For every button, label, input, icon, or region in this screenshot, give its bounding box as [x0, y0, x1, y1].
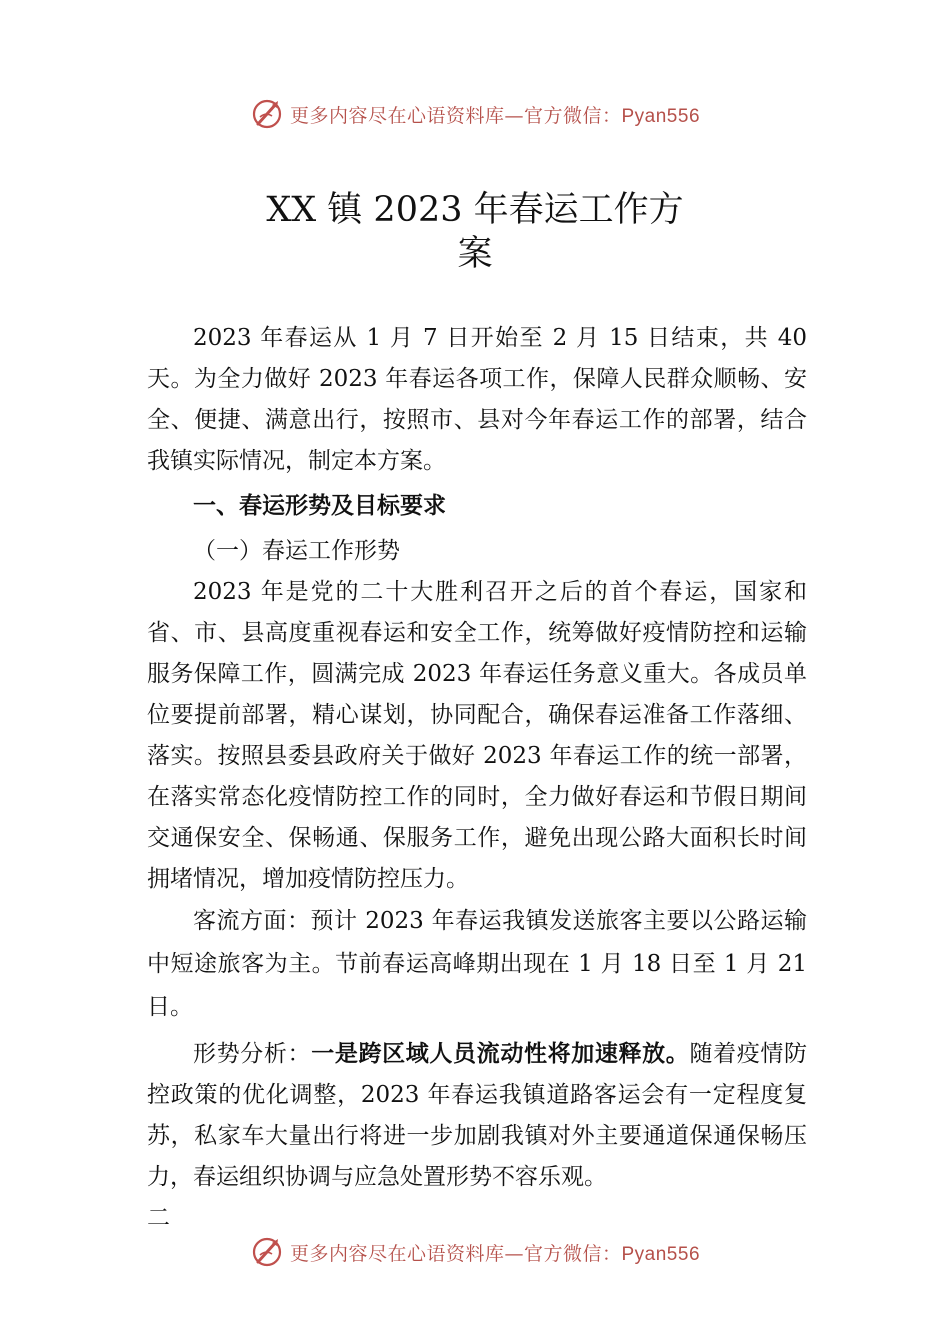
situation-paragraph: 2023 年是党的二十大胜利召开之后的首个春运，国家和省、市、县高度重视春运和安全工作，统筹做好疫情防控和运输服务保障工作，圆满完成 2023 年春运任务意义重大。各成员单位要提前部署，精心谋划，协同配合，确保春运准备工作落细、落实。按照县委县政府关于做好 2023 年春运工作的统一部署，在落实常态化疫情防控工作的同时，全力做好春运和节假日期间交通保安全、保畅通、保服务工作，避免出现公路大面积长时间拥堵情况，增加疫情防控压力。 — [147, 579, 807, 892]
analysis-emphasis: 一是跨区域人员流动性将加速释放。 — [311, 1040, 690, 1067]
document-body — [147, 318, 807, 1239]
section-heading: 一、春运形势及目标要求 — [193, 493, 446, 519]
pen-logo-icon — [250, 97, 284, 131]
analysis-label: 形势分析： — [193, 1041, 312, 1067]
watermark-text: 更多内容尽在心语资料库—官方微信：Pyan556 — [289, 104, 701, 127]
intro-paragraph: 2023 年春运从 1 月 7 日开始至 2 月 15 日结束，共 40 天。为全力做好 2023 年春运各项工作，保障人民群众顺畅、安全、便捷、满意出行，按照市、县对今年春运工作的部署，结合我镇实际情况，制定本方案。 — [147, 325, 807, 474]
watermark-text: 更多内容尽在心语资料库—官方微信：Pyan556 — [289, 1242, 701, 1265]
continuation-text: 二 — [147, 1205, 170, 1231]
title-line-2: 案 — [457, 234, 493, 274]
title-line-1: XX 镇 2023 年春运工作方 — [266, 190, 684, 230]
subsection-heading: （一）春运工作形势 — [193, 538, 400, 564]
analysis-text: 随着疫情防控政策的优化调整，2023 年春运我镇道路客运会有一定程度复苏，私家车大量出行将进一步加剧我镇对外主要通道保通保畅压力，春运组织协调与应急处置形势不容乐观。 — [147, 1041, 808, 1190]
watermark-banner-top — [0, 94, 950, 134]
passenger-flow-paragraph: 客流方面：预计 2023 年春运我镇发送旅客主要以公路运输中短途旅客为主。节前春运高峰期出现在 1 月 18 日至 1 月 21 日。 — [147, 908, 807, 1020]
analysis-paragraph — [147, 1033, 807, 1198]
pen-logo-icon — [250, 1235, 284, 1269]
watermark-banner-bottom — [0, 1232, 950, 1272]
document-title — [250, 188, 700, 276]
